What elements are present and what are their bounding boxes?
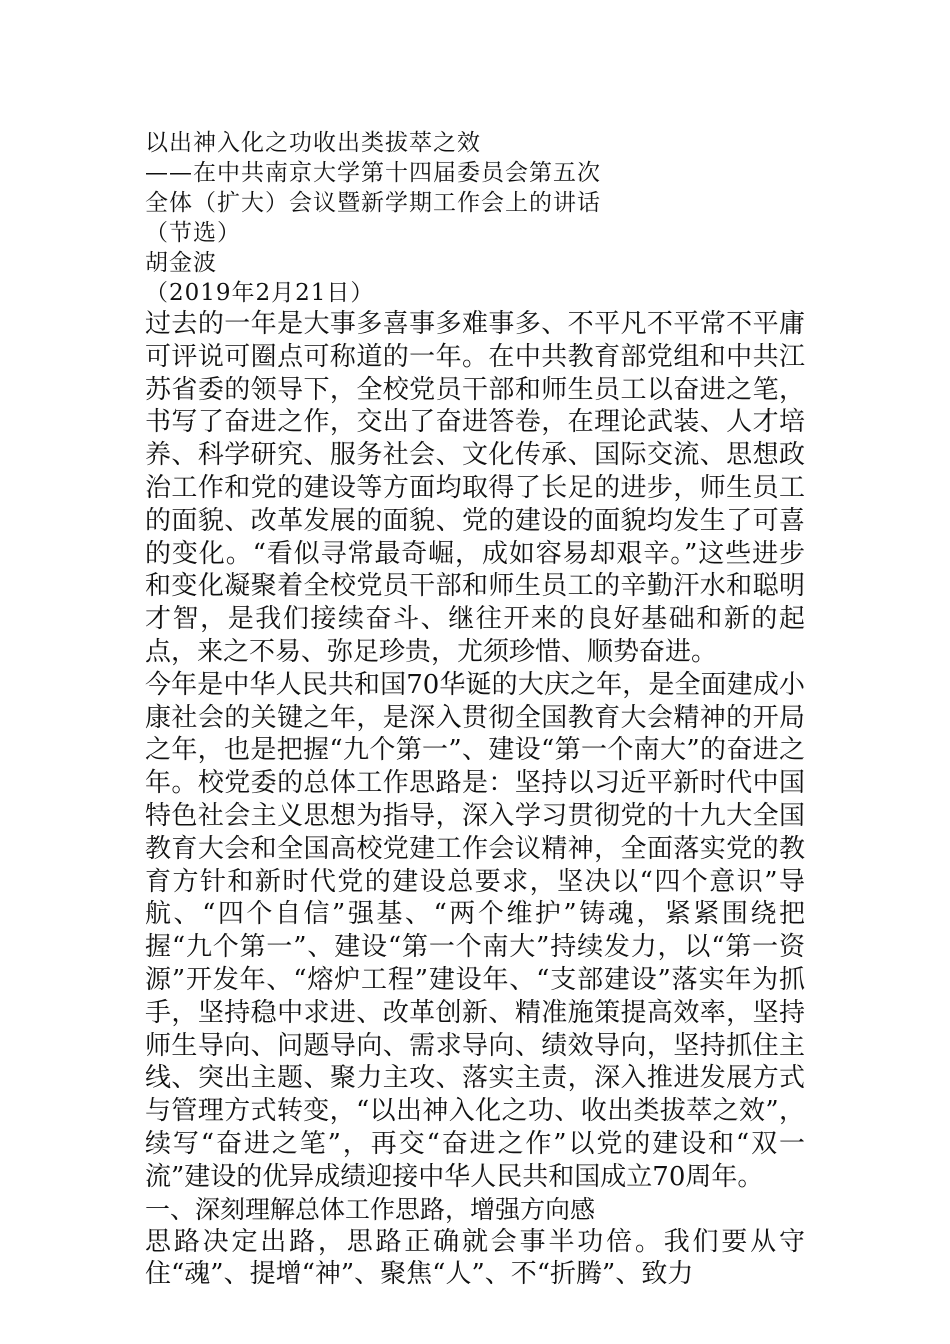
- speech-date: （2019年2月21日）: [145, 280, 375, 306]
- author-name: 胡金波: [145, 250, 217, 276]
- section-paragraph: 思路决定出路，思路正确就会事半功倍。我们要从守住“魂”、提增“神”、聚焦“人”、不“折腾”、致力: [145, 1226, 805, 1290]
- paragraph-1: 过去的一年是大事多喜事多难事多、不平凡不平常不平庸可评说可圈点可称道的一年。在中共教育部党组和中共江苏省委的领导下，全校党员干部和师生员工以奋进之笔，书写了奋进之作，交出了奋进答卷，在理论武装、人才培养、科学研究、服务社会、文化传承、国际交流、思想政治工作和党的建设等方面均取得了长足的进步，师生员工的面貌、改革发展的面貌、党的建设的面貌均发生了可喜的变化。“看似寻常最奇崛，成如容易却艰辛。”这些进步和变化凝聚着全校党员干部和师生员工的辛勤汗水和聪明才智，是我们接续奋斗、继往开来的良好基础和新的起点，来之不易、弥足珍贵，尤须珍惜、顺势奋进。: [145, 309, 805, 667]
- paragraph-2: 今年是中华人民共和国70华诞的大庆之年，是全面建成小康社会的关键之年，是深入贯彻全国教育大会精神的开局之年，也是把握“九个第一”、建设“第一个南大”的奋进之年。校党委的总体工作思路是：坚持以习近平新时代中国特色社会主义思想为指导，深入学习贯彻党的十九大全国教育大会和全国高校党建工作会议精神，全面落实党的教育方针和新时代党的建设总要求，坚决以“四个意识”导航、“四个自信”强基、“两个维护”铸魂，紧紧围绕把握“九个第一”、建设“第一个南大”持续发力，以“第一资源”开发年、“熔炉工程”建设年、“支部建设”落实年为抓手，坚持稳中求进、改革创新、精准施策提高效率，坚持师生导向、问题导向、需求导向、绩效导向，坚持抓住主线、突出主题、聚力主攻、落实主责，深入推进发展方式与管理方式转变，“以出神入化之功、收出类拔萃之效”，续写“奋进之笔”，再交“奋进之作”以党的建设和“双一流”建设的优异成绩迎接中华人民共和国成立70周年。: [145, 669, 805, 1192]
- document-subtitle-line-1: ——在中共南京大学第十四届委员会第五次: [145, 160, 601, 186]
- document-content: [145, 128, 805, 1291]
- excerpt-note: （节选）: [145, 220, 241, 246]
- document-title: 以出神入化之功收出类拔萃之效: [145, 130, 481, 156]
- document-subtitle-line-2: 全体（扩大）会议暨新学期工作会上的讲话: [145, 190, 601, 216]
- section-heading: 一、深刻理解总体工作思路，增强方向感: [145, 1194, 596, 1224]
